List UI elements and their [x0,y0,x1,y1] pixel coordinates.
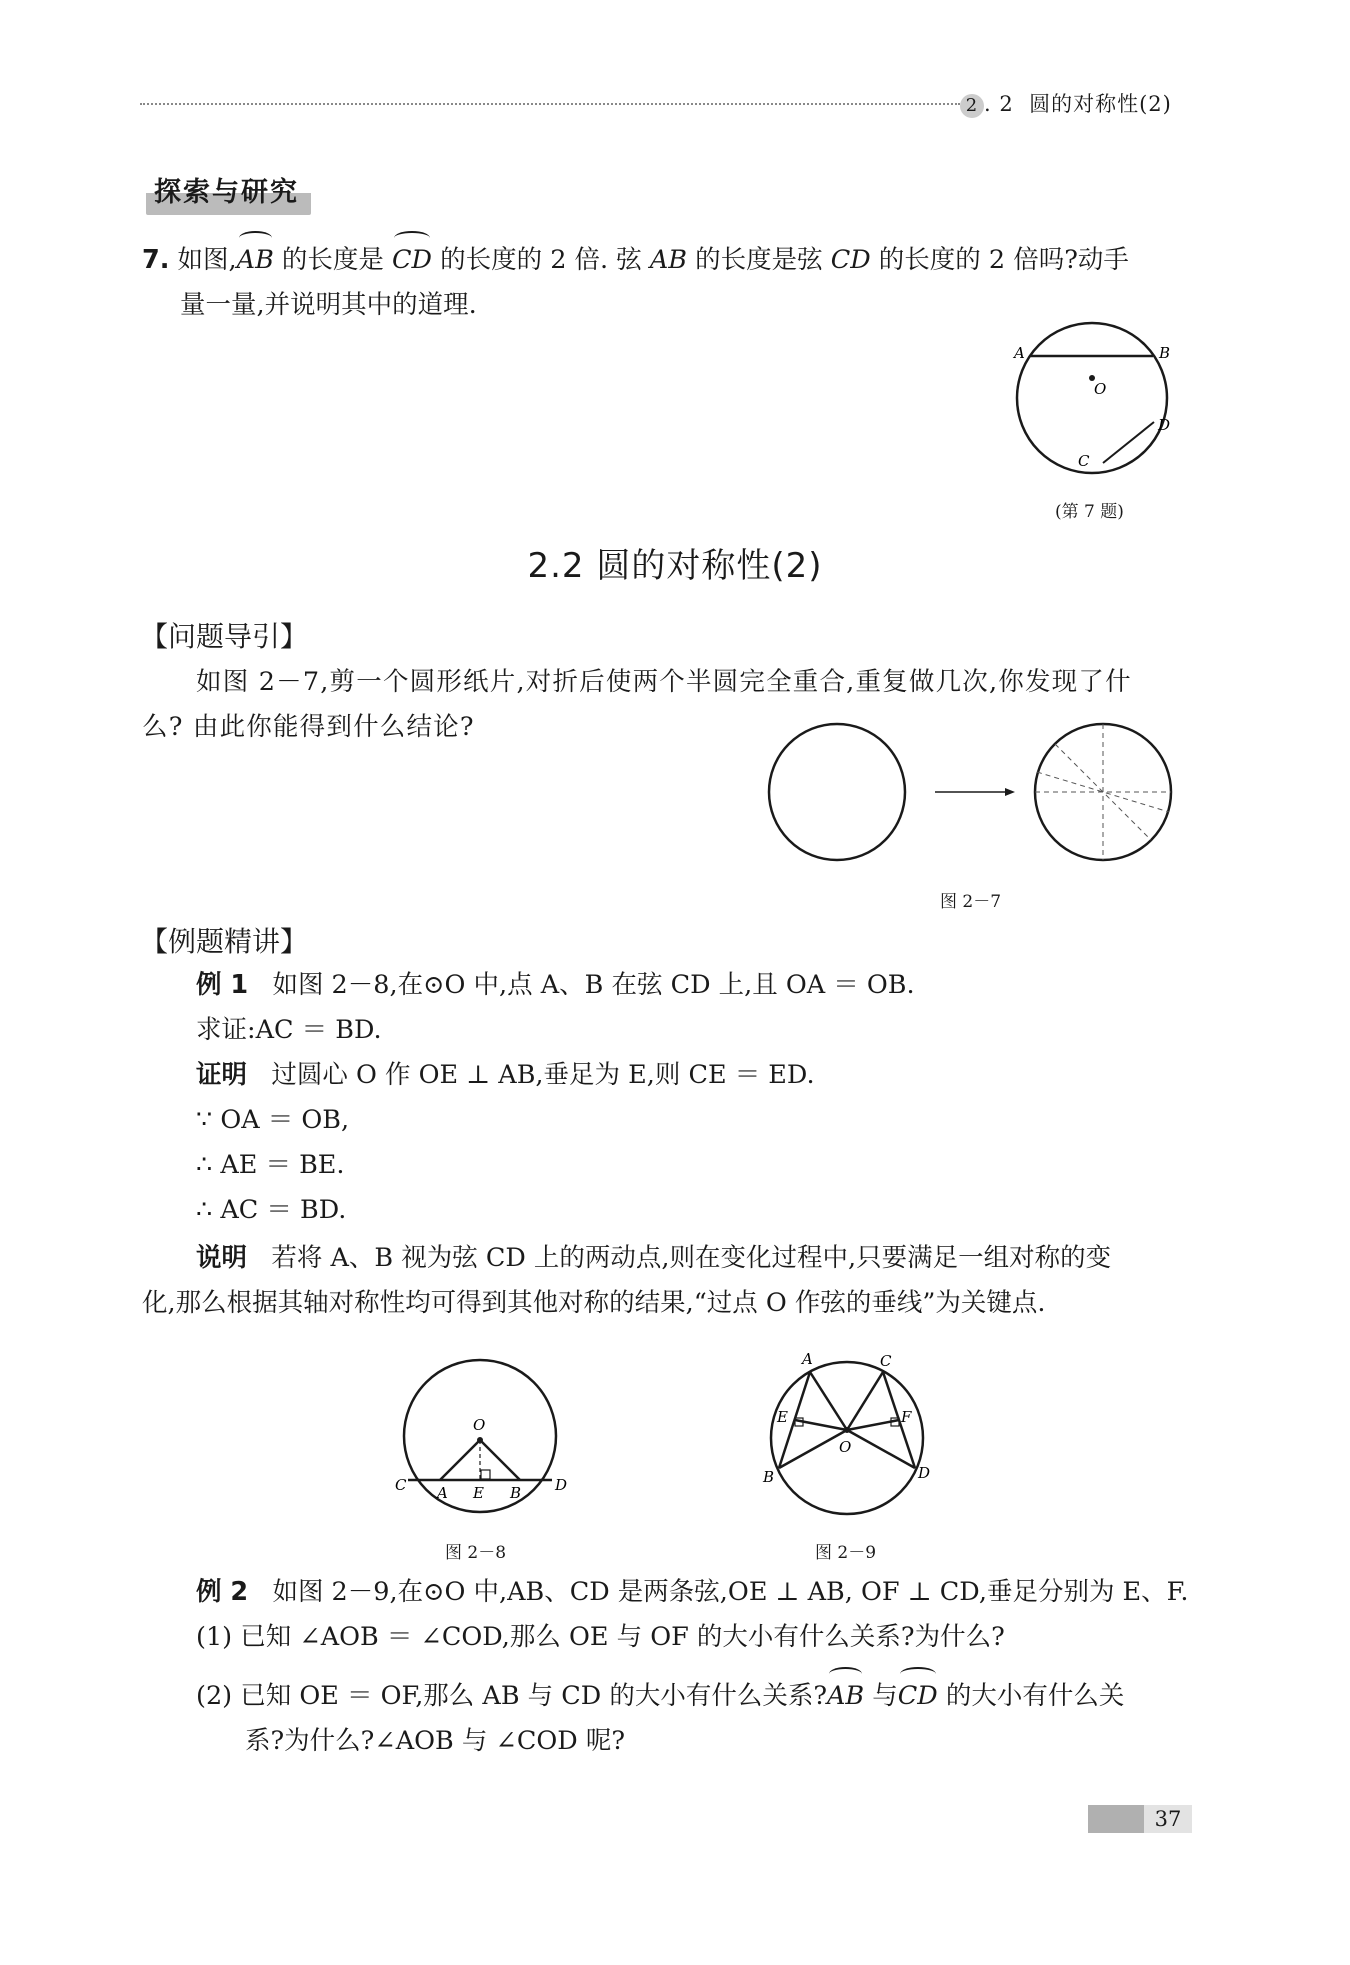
fig9-label-b: B [763,1468,775,1486]
q2-arc-ab: AB [827,1674,864,1719]
q7-label-c: C [1078,452,1090,470]
guide-line2: 么? 由此你能得到什么结论? [142,712,475,742]
question-7: 7. 如图,AB 的长度是 CD 的长度的 2 倍. 弦 AB 的长度是弦 CD 的长度的 2 倍吗?动手 [142,238,1129,283]
fig8-label-o: O [473,1416,486,1434]
example-1-prove: 求证:AC ＝ BD. [196,1015,382,1045]
q7-caption: (第 7 题) [1055,502,1124,522]
q7-label-a: A [1014,344,1025,362]
example-2-q2-line2: 系?为什么?∠AOB 与 ∠COD 呢? [245,1726,625,1756]
fig9-label-c: C [880,1352,892,1370]
q7-label-d: D [1158,416,1171,434]
fig8-label-b: B [510,1484,522,1502]
section-title: 2.2 圆的对称性(2) [527,546,823,586]
fig8-label-a: A [437,1484,448,1502]
guide-heading: 【问题导引】 [140,620,309,653]
question-7-line2: 量一量,并说明其中的道理. [180,290,477,320]
proof-step-3: ∴ AC ＝ BD. [196,1195,347,1225]
examples-heading: 【例题精讲】 [140,925,309,958]
header-rule [140,103,960,105]
running-header-title: 圆的对称性(2) [1029,92,1172,116]
fig9-label-d: D [918,1464,931,1482]
fig9-label-e: E [777,1408,788,1426]
example-2: 例 2 如图 2－9,在⊙O 中,AB、CD 是两条弦,OE ⊥ AB, OF ⊥ CD,垂足分别为 E、F. [196,1577,1189,1607]
example-1-proof: 证明 过圆心 O 作 OE ⊥ AB,垂足为 E,则 CE ＝ ED. [196,1060,815,1090]
figure-2-7 [765,722,1185,872]
proof-step-1: ∵ OA ＝ OB, [196,1105,350,1135]
figure-2-9 [755,1348,945,1528]
explore-badge: 探索与研究 [146,166,311,215]
q7-label-o: O [1094,380,1107,398]
q7-figure [1000,318,1190,478]
fig9-label-a: A [802,1350,813,1368]
example-1-note-line2: 化,那么根据其轴对称性均可得到其他对称的结果,“过点 O 作弦的垂线”为关键点. [142,1288,1046,1318]
fig8-label-d: D [555,1476,568,1494]
guide-line1: 如图 2－7,剪一个圆形纸片,对折后使两个半圆完全重合,重复做几次,你发现了什 [196,667,1132,697]
example-1-note: 说明 若将 A、B 视为弦 CD 上的两动点,则在变化过程中,只要满足一组对称的变 [196,1243,1112,1273]
fig9-label-f: F [901,1408,912,1426]
example-2-q1: (1) 已知 ∠AOB ＝ ∠COD,那么 OE 与 OF 的大小有什么关系?为什么? [196,1622,1005,1652]
section-number-circle: 2 [960,94,984,118]
running-header: 2 . 2 圆的对称性(2) [960,88,1172,118]
fig8-label-e: E [473,1484,484,1502]
arc-cd: CD [392,238,432,283]
figure-2-8-caption: 图 2－8 [445,1543,507,1563]
figure-2-7-caption: 图 2－7 [940,892,1002,912]
q7-label-b: B [1159,344,1171,362]
arc-ab: AB [237,238,274,283]
page-number-box [1088,1805,1192,1833]
q2-arc-cd: CD [898,1674,938,1719]
proof-step-2: ∴ AE ＝ BE. [196,1150,345,1180]
example-2-q2: (2) 已知 OE ＝ OF,那么 AB 与 CD 的大小有什么关系?AB 与CD 的大小有什么关 [196,1674,1124,1719]
page-number: 37 [1144,1805,1192,1833]
figure-2-9-caption: 图 2－9 [815,1543,877,1563]
fig9-label-o: O [839,1438,852,1456]
example-1: 例 1 如图 2－8,在⊙O 中,点 A、B 在弦 CD 上,且 OA ＝ OB. [196,970,915,1000]
fig8-label-c: C [395,1476,407,1494]
figure-2-8 [395,1358,570,1518]
